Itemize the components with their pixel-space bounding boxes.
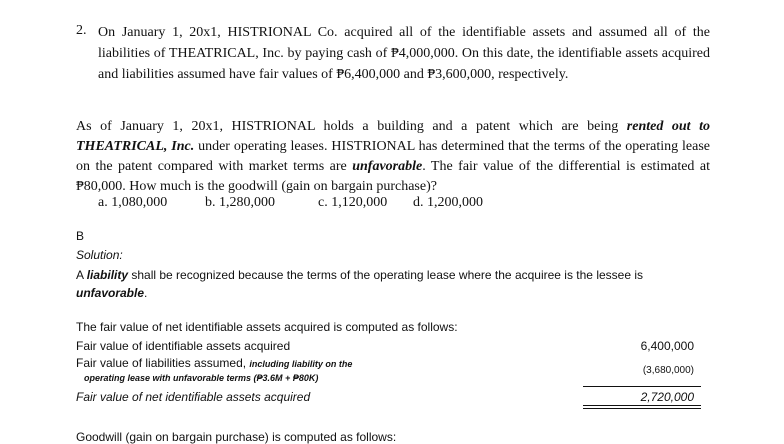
question-intro: On January 1, 20x1, HISTRIONAL Co. acquired all of the identifiable assets and assumed all of the liabilities of THEATRICAL, Inc. by paying cash of ₱4,000,000. On this date, the identifiable assets acquired and liabilities assumed have fair values of ₱6,400,000 and ₱3,600,000, respectively. (98, 25, 710, 82)
solution-explanation (76, 266, 716, 302)
choice-d: d. 1,200,000 (413, 195, 483, 210)
computation-intro: The fair value of net identifiable assets acquired is computed as follows: (76, 320, 458, 334)
liabilities-label (76, 356, 352, 370)
double-rule-bottom (583, 408, 701, 409)
question-number: 2. (76, 23, 87, 38)
goodwill-intro: Goodwill (gain on bargain purchase) is computed as follows: (76, 430, 397, 444)
para2-text-3: . The fair value of the differential is estimated at ₱80,000. How much is the goodwill (gain on bargain purchase)? (76, 159, 710, 194)
solution-text-3: . (144, 286, 148, 300)
question-paragraph-2 (76, 117, 710, 197)
assets-value: 6,400,000 (640, 339, 694, 353)
subtotal-rule (583, 386, 701, 387)
solution-text-1: A (76, 268, 87, 282)
solution-label: Solution: (76, 248, 123, 262)
net-assets-label: Fair value of net identifiable assets acquired (76, 390, 311, 404)
choice-c: c. 1,120,000 (318, 195, 388, 210)
para2-emphasis-rented: rented out to THEATRICAL, Inc. (76, 119, 711, 154)
choice-a: a. 1,080,000 (98, 195, 168, 210)
assets-label: Fair value of identifiable assets acquired (76, 339, 291, 353)
liabilities-label-text: Fair value of liabilities assumed, (76, 356, 250, 370)
net-assets-value: 2,720,000 (640, 390, 694, 404)
liabilities-label-note: including liability on the (249, 359, 353, 369)
liabilities-value: (3,680,000) (642, 365, 694, 376)
solution-text-2: shall be recognized because the terms of the operating lease where the acquiree is the lessee is (128, 268, 644, 282)
double-rule-top (583, 405, 701, 406)
solution-emphasis-unfavorable: unfavorable (76, 286, 145, 300)
solution-emphasis-liability: liability (86, 268, 129, 282)
answer-letter: B (76, 229, 85, 243)
choice-b: b. 1,280,000 (205, 195, 275, 210)
liabilities-label-line2: operating lease with unfavorable terms (₱3.6M + ₱80K) (84, 373, 319, 383)
para2-text-2: under operating leases. HISTRIONAL has determined that the terms of the operating lease on the patent compared with market terms are (76, 139, 710, 174)
para2-text-1: As of January 1, 20x1, HISTRIONAL holds a building and a patent which are being (76, 119, 627, 134)
para2-emphasis-unfavorable: unfavorable (352, 159, 423, 174)
